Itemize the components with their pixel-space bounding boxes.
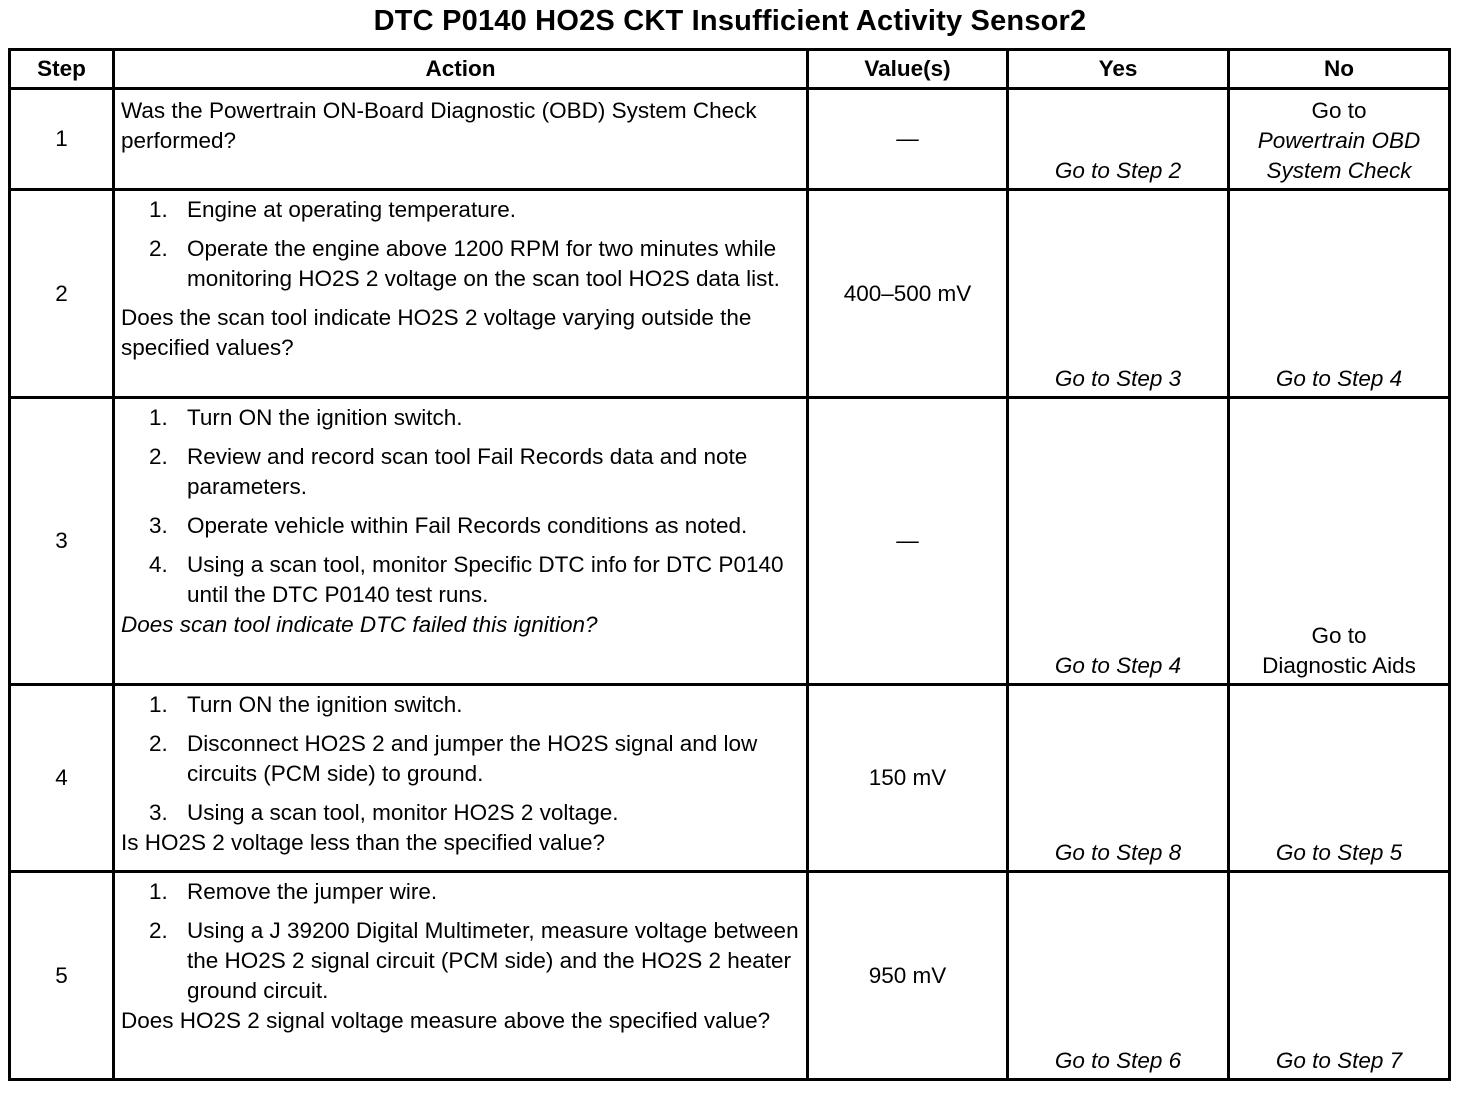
action-cell (114, 190, 808, 398)
action-step-item: 2. Using a J 39200 Digital Multimeter, measure voltage between the HO2S 2 signal circuit (PCM side) and the HO2S 2 heater ground circuit. (149, 918, 799, 1003)
value-cell: — (808, 89, 1008, 190)
action-question: Does HO2S 2 signal voltage measure above the specified value? (121, 1008, 771, 1033)
header-row (10, 50, 1450, 89)
no-result-line2: Diagnostic Aids (1262, 653, 1416, 678)
no-result: Go to Step 7 (1275, 1048, 1403, 1073)
no-cell (1229, 398, 1450, 685)
action-step-item: 1. Turn ON the ignition switch. (149, 405, 463, 430)
yes-result: Go to Step 4 (1054, 653, 1182, 678)
action-step-item: 4. Using a scan tool, monitor Specific DTC info for DTC P0140 until the DTC P0140 test runs. (149, 552, 784, 607)
action-step-item: 2. Review and record scan tool Fail Records data and note parameters. (149, 444, 748, 499)
table-row (10, 190, 1450, 398)
value-cell: — (808, 398, 1008, 685)
yes-result: Go to Step 6 (1054, 1048, 1182, 1073)
action-step-item: 2. Operate the engine above 1200 RPM for two minutes while monitoring HO2S 2 voltage on the scan tool HO2S data list. (149, 236, 780, 291)
action-step-item: 2. Disconnect HO2S 2 and jumper the HO2S signal and low circuits (PCM side) to ground. (149, 731, 758, 786)
action-cell (114, 398, 808, 685)
no-result-line1: Go to (1311, 623, 1367, 648)
table-row (10, 89, 1450, 190)
action-step-item: 1. Engine at operating temperature. (149, 197, 516, 222)
action-step-item: 1. Turn ON the ignition switch. (149, 692, 463, 717)
value-cell: 400–500 mV (808, 190, 1008, 398)
step-number: 2 (10, 190, 114, 398)
header-no: No (1229, 50, 1450, 89)
action-steps (121, 195, 800, 303)
header-step: Step (10, 50, 114, 89)
action-steps (121, 403, 800, 610)
action-step-item: 3. Operate vehicle within Fail Records conditions as noted. (149, 513, 748, 538)
step-number: 4 (10, 685, 114, 872)
yes-result: Go to Step 8 (1054, 840, 1182, 865)
action-question: Was the Powertrain ON-Board Diagnostic (OBD) System Check performed? (121, 98, 757, 153)
header-action: Action (114, 50, 808, 89)
action-step-item: 3. Using a scan tool, monitor HO2S 2 voltage. (149, 800, 619, 825)
action-cell (114, 872, 808, 1080)
no-cell (1229, 685, 1450, 872)
table-row (10, 685, 1450, 872)
no-result-line1: Go to (1311, 98, 1367, 123)
table-row (10, 872, 1450, 1080)
yes-result: Go to Step 2 (1054, 158, 1182, 183)
value-cell: 150 mV (808, 685, 1008, 872)
yes-cell (1008, 398, 1229, 685)
action-steps (121, 877, 800, 1006)
action-step-item: 1. Remove the jumper wire. (149, 879, 438, 904)
table-row (10, 398, 1450, 685)
action-cell (114, 685, 808, 872)
no-cell (1229, 89, 1450, 190)
no-cell (1229, 190, 1450, 398)
no-cell (1229, 872, 1450, 1080)
yes-cell (1008, 872, 1229, 1080)
action-steps (121, 690, 800, 828)
action-cell (114, 89, 808, 190)
action-question: Is HO2S 2 voltage less than the specified value? (121, 830, 606, 855)
yes-cell (1008, 190, 1229, 398)
step-number: 3 (10, 398, 114, 685)
yes-cell (1008, 89, 1229, 190)
yes-result: Go to Step 3 (1054, 366, 1182, 391)
page-title: DTC P0140 HO2S CKT Insufficient Activity Sensor2 (373, 5, 1087, 37)
diagnostic-table (8, 48, 1451, 1081)
step-number: 1 (10, 89, 114, 190)
header-yes: Yes (1008, 50, 1229, 89)
header-values: Value(s) (808, 50, 1008, 89)
no-result: Go to Step 4 (1275, 366, 1403, 391)
step-number: 5 (10, 872, 114, 1080)
no-result: Go to Step 5 (1275, 840, 1403, 865)
action-question: Does scan tool indicate DTC failed this ignition? (121, 612, 598, 637)
no-result-line2: Powertrain OBD System Check (1257, 128, 1421, 183)
yes-cell (1008, 685, 1229, 872)
value-cell: 950 mV (808, 872, 1008, 1080)
action-question: Does the scan tool indicate HO2S 2 voltage varying outside the specified values? (121, 305, 752, 360)
